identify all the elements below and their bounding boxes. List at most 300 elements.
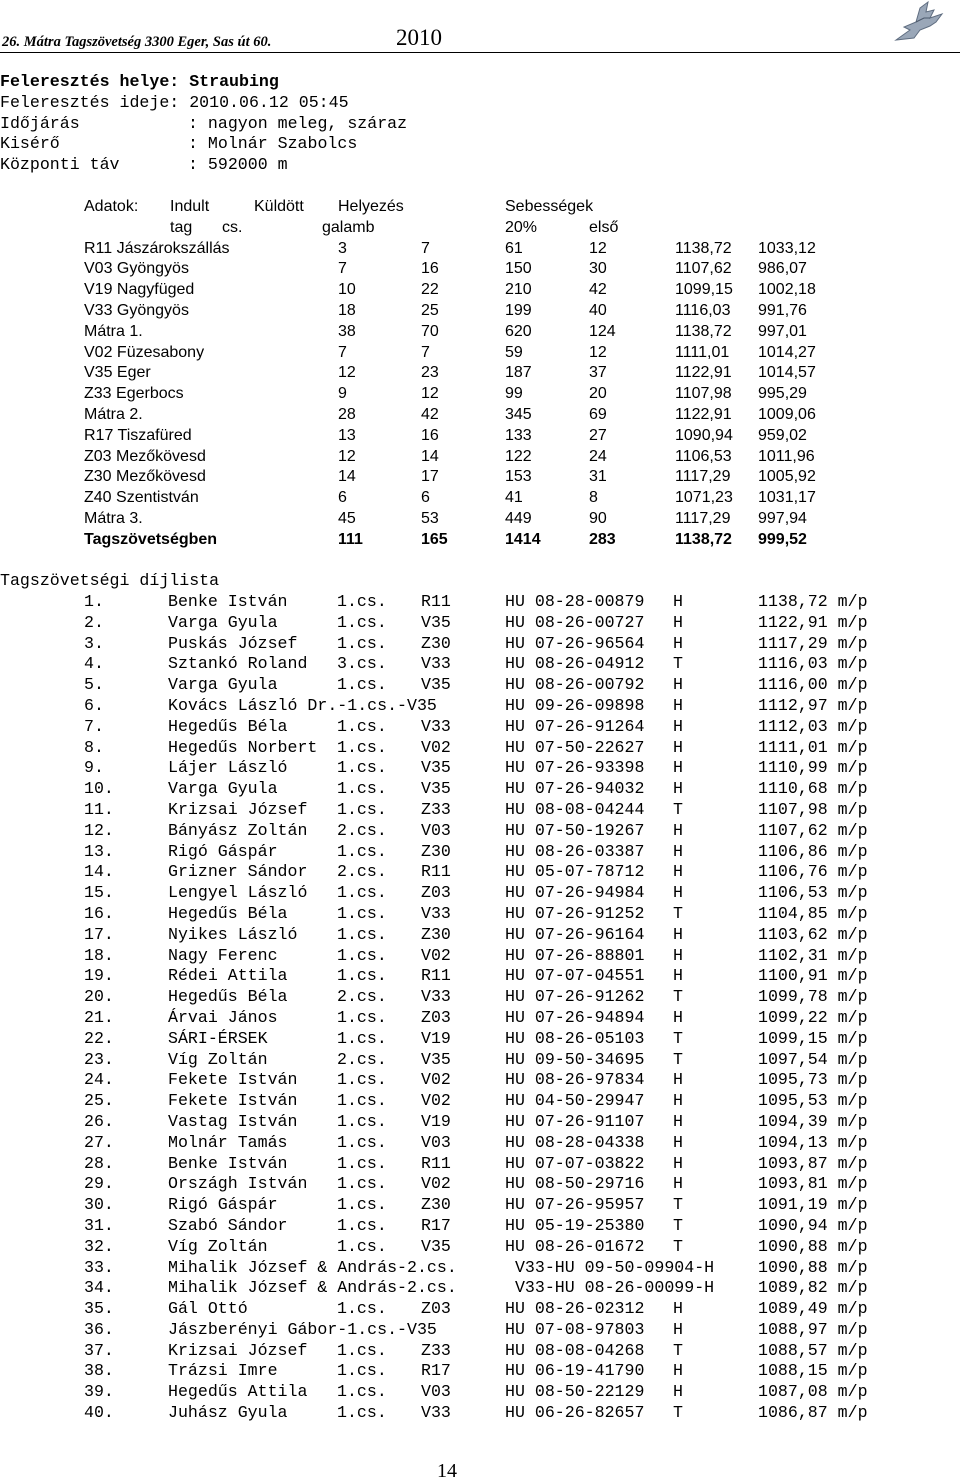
- table-cell: 28: [338, 405, 356, 423]
- list-cell: V02: [421, 1174, 451, 1194]
- table-cell: Mátra 3.: [84, 509, 143, 527]
- list-cell: V33: [421, 654, 451, 674]
- list-cell: T: [673, 1236, 683, 1256]
- list-cell: 1.cs.: [337, 799, 387, 819]
- list-cell: Vastag István: [168, 1111, 298, 1131]
- list-cell: H: [673, 695, 683, 715]
- list-cell: 1.cs.: [337, 1028, 387, 1048]
- list-cell: 1.cs.: [337, 1091, 387, 1111]
- organization-header: 26. Mátra Tagszövetség 3300 Eger, Sas út 60.: [2, 34, 272, 50]
- list-cell: R17: [421, 1361, 451, 1381]
- table-cell: 70: [421, 322, 439, 340]
- table-row: [0, 343, 960, 364]
- list-item: [0, 842, 960, 863]
- list-cell: 1116,00 m/p: [758, 675, 868, 695]
- list-cell: 10.: [84, 779, 114, 799]
- table-cell: 12: [589, 343, 607, 361]
- table-cell: 1117,29: [675, 509, 731, 527]
- table-row: [0, 301, 960, 322]
- list-cell: 1111,01 m/p: [758, 737, 868, 757]
- list-cell: Hegedűs Norbert: [168, 737, 318, 757]
- list-cell: 1.cs.: [337, 1132, 387, 1152]
- table-row: [0, 405, 960, 426]
- list-cell: Z33: [421, 1340, 451, 1360]
- list-cell: 1.cs.: [337, 1215, 387, 1235]
- table-cell: 1005,92: [758, 468, 816, 486]
- list-cell: H: [673, 612, 683, 632]
- distance-value: : 592000 m: [188, 155, 288, 175]
- table-cell: 18: [338, 301, 356, 319]
- list-cell: Krizsai József: [168, 799, 308, 819]
- list-cell: 1102,31 m/p: [758, 945, 868, 965]
- list-cell: 1099,15 m/p: [758, 1028, 868, 1048]
- list-cell: HU 07-26-94032: [505, 779, 645, 799]
- list-cell: Varga Gyula: [168, 779, 278, 799]
- list-cell: 2.cs.: [337, 987, 387, 1007]
- list-cell: HU 08-08-04268: [505, 1340, 645, 1360]
- table-cell: 10: [338, 281, 356, 299]
- table-cell: 59: [505, 343, 523, 361]
- list-cell: Benke István: [168, 592, 288, 611]
- table-cell: 53: [421, 509, 439, 527]
- list-cell: HU 08-26-00727: [505, 612, 645, 632]
- table-cell: V19 Nagyfüged: [84, 281, 195, 299]
- list-cell: V02: [421, 1070, 451, 1090]
- list-item: [0, 696, 960, 717]
- list-cell: 1.cs.: [337, 1382, 387, 1402]
- list-cell: H: [673, 1361, 683, 1381]
- list-cell: H: [673, 1007, 683, 1027]
- list-cell: 1099,22 m/p: [758, 1007, 868, 1027]
- table-cell: 1138,72: [675, 322, 732, 340]
- list-cell: 22.: [84, 1028, 114, 1048]
- list-cell: Hegedűs Attila: [168, 1382, 308, 1402]
- table-cell: 1031,17: [758, 489, 816, 507]
- list-cell: HU 07-26-91107: [505, 1111, 645, 1131]
- list-cell: V35: [421, 612, 451, 632]
- list-cell: 1095,73 m/p: [758, 1070, 868, 1090]
- list-cell: HU 07-26-88801: [505, 945, 645, 965]
- list-cell: 21.: [84, 1007, 114, 1027]
- list-cell: 1.: [84, 592, 104, 611]
- list-cell: 25.: [84, 1091, 114, 1111]
- list-item: [0, 1154, 960, 1175]
- list-cell: 1.cs.: [337, 841, 387, 861]
- list-cell: 1106,86 m/p: [758, 841, 868, 861]
- list-cell: 4.: [84, 654, 104, 674]
- list-cell: HU 08-26-04912: [505, 654, 645, 674]
- list-cell: V02: [421, 737, 451, 757]
- table-cell: 45: [338, 509, 356, 527]
- list-item: [0, 1403, 960, 1424]
- list-item: [0, 904, 960, 925]
- table-cell: Mátra 1.: [84, 322, 143, 340]
- list-item: [0, 592, 960, 613]
- prize-list: [0, 592, 960, 1424]
- list-item: [0, 779, 960, 800]
- list-cell: HU 08-08-04244: [505, 799, 645, 819]
- list-cell: HU 06-19-41790: [505, 1361, 645, 1381]
- list-cell: Z30: [421, 633, 451, 653]
- list-cell: T: [673, 987, 683, 1007]
- list-cell: Rigó Gáspár: [168, 841, 278, 861]
- list-item: [0, 821, 960, 842]
- list-cell: HU 07-07-04551: [505, 966, 645, 986]
- list-item: [0, 862, 960, 883]
- weather-value: : nagyon meleg, száraz: [188, 113, 408, 133]
- list-cell: Z03: [421, 1299, 451, 1319]
- list-cell: V19: [421, 1111, 451, 1131]
- list-cell: 1.cs.: [337, 883, 387, 903]
- list-cell: 1089,49 m/p: [758, 1299, 868, 1319]
- list-cell: 1112,97 m/p: [758, 695, 868, 715]
- list-cell: T: [673, 1403, 683, 1423]
- table-row: [0, 259, 960, 280]
- table-cell: 345: [505, 405, 532, 423]
- list-cell: V35: [421, 1049, 451, 1069]
- list-cell: 1.cs.: [337, 612, 387, 632]
- table-cell: V35 Eger: [84, 364, 151, 382]
- list-cell: V33: [421, 903, 451, 923]
- list-cell: Varga Gyula: [168, 612, 278, 632]
- table-cell: 1099,15: [675, 281, 733, 299]
- list-cell: V33: [421, 987, 451, 1007]
- list-cell: 2.cs.: [337, 862, 387, 882]
- table-cell: 1111,01: [675, 343, 730, 361]
- table-cell: Mátra 2.: [84, 405, 143, 423]
- list-cell: Z03: [421, 883, 451, 903]
- list-cell: 1.cs.: [337, 945, 387, 965]
- list-cell: H: [673, 924, 683, 944]
- list-cell: T: [673, 1340, 683, 1360]
- list-cell: V33: [421, 1403, 451, 1423]
- list-cell: 1.cs.: [337, 716, 387, 736]
- table-cell: 16: [421, 260, 439, 278]
- list-cell: HU 07-50-19267: [505, 820, 645, 840]
- table-cell: Z40 Szentistván: [84, 489, 199, 507]
- list-cell: HU 04-50-29947: [505, 1091, 645, 1111]
- list-cell: 1.cs.: [337, 924, 387, 944]
- list-cell: T: [673, 1195, 683, 1215]
- table-cell: V33 Gyöngyös: [84, 301, 189, 319]
- list-cell: H: [673, 1319, 683, 1339]
- list-item: [0, 925, 960, 946]
- table-cell: 1090,94: [675, 426, 733, 444]
- table-row: [0, 239, 960, 260]
- list-cell: H: [673, 1174, 683, 1194]
- table-row: [0, 467, 960, 488]
- list-cell: 1.cs.: [337, 1403, 387, 1423]
- table-cell: 13: [338, 426, 356, 444]
- table-cell: 1033,12: [758, 239, 816, 257]
- list-cell: HU 07-26-91264: [505, 716, 645, 736]
- list-cell: 1107,62 m/p: [758, 820, 868, 840]
- list-cell: Juhász Gyula: [168, 1403, 288, 1423]
- list-cell: 1110,68 m/p: [758, 779, 868, 799]
- table-cell: 997,94: [758, 509, 807, 527]
- list-cell: HU 07-07-03822: [505, 1153, 645, 1173]
- list-item: [0, 987, 960, 1008]
- list-cell: 33.: [84, 1257, 114, 1277]
- list-cell: R11: [421, 1153, 451, 1173]
- list-cell: 1104,85 m/p: [758, 903, 868, 923]
- list-cell: HU 07-26-95957: [505, 1195, 645, 1215]
- list-cell: HU 08-50-22129: [505, 1382, 645, 1402]
- list-cell: 1093,87 m/p: [758, 1153, 868, 1173]
- list-cell: 1.cs.: [337, 1070, 387, 1090]
- list-cell: 1.cs.: [337, 903, 387, 923]
- list-item: [0, 966, 960, 987]
- table-cell: 1014,57: [758, 364, 816, 382]
- list-cell: 2.cs.: [337, 820, 387, 840]
- list-cell: Fekete István: [168, 1070, 298, 1090]
- table-cell: V02 Füzesabony: [84, 343, 205, 361]
- table-cell: Z30 Mezőkövesd: [84, 468, 206, 486]
- list-cell: Hegedűs Béla: [168, 987, 288, 1007]
- list-cell: 1.cs.: [337, 758, 387, 778]
- list-cell: 3.cs.: [337, 654, 387, 674]
- list-item: [0, 946, 960, 967]
- list-cell: 32.: [84, 1236, 114, 1256]
- list-cell: Fekete István: [168, 1091, 298, 1111]
- list-cell: Lájer László: [168, 758, 288, 778]
- list-cell: 1093,81 m/p: [758, 1174, 868, 1194]
- list-cell: HU 09-50-34695: [505, 1049, 645, 1069]
- list-cell: V03: [421, 1132, 451, 1152]
- list-cell: 14.: [84, 862, 114, 882]
- table-cell: 16: [421, 426, 439, 444]
- list-cell: V03: [421, 1382, 451, 1402]
- list-cell: 1097,54 m/p: [758, 1049, 868, 1069]
- list-cell: 1.cs.: [337, 779, 387, 799]
- list-cell: HU 07-26-93398: [505, 758, 645, 778]
- list-cell: HU 07-26-91262: [505, 987, 645, 1007]
- list-cell: H: [673, 862, 683, 882]
- list-cell: H: [673, 1091, 683, 1111]
- list-cell: 1091,19 m/p: [758, 1195, 868, 1215]
- list-cell: HU 08-26-01672: [505, 1236, 645, 1256]
- table-cell: 449: [505, 509, 532, 527]
- list-cell: H: [673, 675, 683, 695]
- list-item: [0, 1029, 960, 1050]
- table-cell: 69: [589, 405, 607, 423]
- release-time: 2010.06.12 05:45: [189, 92, 349, 112]
- list-cell: T: [673, 1049, 683, 1069]
- list-cell: Z30: [421, 1195, 451, 1215]
- table-cell: 1116,03: [675, 301, 731, 319]
- list-cell: T: [673, 1028, 683, 1048]
- table-cell: 7: [338, 260, 347, 278]
- list-cell: Grizner Sándor: [168, 862, 308, 882]
- list-cell: H: [673, 1299, 683, 1319]
- list-cell: 1110,99 m/p: [758, 758, 868, 778]
- table-cell: 1071,23: [675, 489, 733, 507]
- list-cell: HU 08-26-00792: [505, 675, 645, 695]
- list-cell: 1.cs.: [337, 1340, 387, 1360]
- table-cell: 12: [421, 385, 439, 403]
- table-cell: 620: [505, 322, 532, 340]
- list-cell: H: [673, 820, 683, 840]
- list-cell: 39.: [84, 1382, 114, 1402]
- list-cell: Puskás József: [168, 633, 298, 653]
- list-cell: H: [673, 1153, 683, 1173]
- list-cell: 1.cs.: [337, 1153, 387, 1173]
- list-cell: T: [673, 799, 683, 819]
- table-total-row: Tagszövetségben 111 165 1414 283 1138,72 999,52: [84, 530, 807, 548]
- list-cell: V35: [421, 1236, 451, 1256]
- list-cell: 18.: [84, 945, 114, 965]
- list-item: [0, 1195, 960, 1216]
- list-cell: V19: [421, 1028, 451, 1048]
- table-cell: 38: [338, 322, 356, 340]
- list-cell: Bányász Zoltán: [168, 820, 308, 840]
- list-item: [0, 613, 960, 634]
- table-cell: 1011,96: [758, 447, 815, 465]
- table-row: [0, 447, 960, 468]
- table-cell: 12: [338, 447, 356, 465]
- list-cell: 1112,03 m/p: [758, 716, 868, 736]
- list-cell: Varga Gyula: [168, 675, 278, 695]
- table-cell: 122: [505, 447, 532, 465]
- escort-value: : Molnár Szabolcs: [188, 134, 358, 154]
- list-cell: Mihalik József & András-2.cs.: [168, 1278, 457, 1298]
- list-cell: 11.: [84, 799, 114, 819]
- list-cell: HU 07-26-94984: [505, 883, 645, 903]
- table-cell: 8: [589, 489, 598, 507]
- list-cell: Hegedűs Béla: [168, 903, 288, 923]
- list-cell: 1.cs.: [337, 675, 387, 695]
- list-cell: 1117,29 m/p: [758, 633, 868, 653]
- list-cell: H: [673, 1070, 683, 1090]
- table-cell: 14: [421, 447, 439, 465]
- table-cell: 42: [589, 281, 607, 299]
- list-cell: 15.: [84, 883, 114, 903]
- table-cell: 124: [589, 322, 616, 340]
- list-cell: V33-HU 09-50-09904-H: [505, 1257, 715, 1277]
- list-cell: T: [673, 1215, 683, 1235]
- table-cell: 17: [421, 468, 439, 486]
- list-cell: HU 05-07-78712: [505, 862, 645, 882]
- list-cell: 1.cs.: [337, 1195, 387, 1215]
- list-cell: 1122,91 m/p: [758, 612, 868, 632]
- list-item: [0, 883, 960, 904]
- list-cell: 1088,15 m/p: [758, 1361, 868, 1381]
- table-cell: 24: [589, 447, 607, 465]
- list-cell: HU 08-26-05103: [505, 1028, 645, 1048]
- table-row: [0, 363, 960, 384]
- list-item: [0, 1050, 960, 1071]
- list-cell: Z03: [421, 1007, 451, 1027]
- list-cell: Szabó Sándor: [168, 1215, 288, 1235]
- table-cell: 1107,62: [675, 260, 732, 278]
- table-cell: 40: [589, 301, 607, 319]
- list-cell: 26.: [84, 1111, 114, 1131]
- list-cell: 9.: [84, 758, 104, 778]
- list-item: [0, 1258, 960, 1279]
- release-location: Straubing: [189, 72, 279, 91]
- list-item: [0, 654, 960, 675]
- list-cell: HU 09-26-09898: [505, 695, 645, 715]
- table-cell: 22: [421, 281, 439, 299]
- list-cell: HU 06-26-82657: [505, 1403, 645, 1423]
- list-cell: V35: [421, 779, 451, 799]
- list-cell: Mihalik József & András-2.cs.: [168, 1257, 457, 1277]
- list-cell: V02: [421, 945, 451, 965]
- list-cell: 1088,97 m/p: [758, 1319, 868, 1339]
- table-cell: 959,02: [758, 426, 807, 444]
- list-cell: 1.cs.: [337, 592, 387, 611]
- table-cell: 997,01: [758, 322, 807, 340]
- table-cell: 31: [589, 468, 607, 486]
- list-cell: R11: [421, 966, 451, 986]
- table-cell: 199: [505, 301, 532, 319]
- list-cell: Hegedűs Béla: [168, 716, 288, 736]
- list-item: [0, 1361, 960, 1382]
- table-cell: 37: [589, 364, 607, 382]
- list-item: [0, 738, 960, 759]
- list-cell: 1.cs.: [337, 1007, 387, 1027]
- list-cell: 36.: [84, 1319, 114, 1339]
- prize-list-title: Tagszövetségi díjlista: [0, 571, 220, 590]
- list-cell: Z30: [421, 841, 451, 861]
- release-time-line: Feleresztés ideje: 2010.06.12 05:45: [0, 92, 349, 112]
- list-cell: Árvai János: [168, 1007, 278, 1027]
- list-cell: HU 08-26-02312: [505, 1299, 645, 1319]
- list-cell: HU 08-26-97834: [505, 1070, 645, 1090]
- list-cell: HU 07-26-96564: [505, 633, 645, 653]
- list-cell: V33-HU 08-26-00099-H: [505, 1278, 715, 1298]
- distance-line: Központi táv : 592000 m: [0, 155, 288, 175]
- list-cell: R11: [421, 862, 451, 882]
- list-item: [0, 800, 960, 821]
- list-cell: Víg Zoltán: [168, 1236, 268, 1256]
- list-cell: 3.: [84, 633, 104, 653]
- list-cell: 1094,13 m/p: [758, 1132, 868, 1152]
- list-cell: HU 08-26-03387: [505, 841, 645, 861]
- table-row: [0, 280, 960, 301]
- list-cell: 37.: [84, 1340, 114, 1360]
- table-cell: 210: [505, 281, 532, 299]
- table-cell: 7: [421, 239, 430, 257]
- list-cell: SÁRI-ÉRSEK: [168, 1028, 268, 1048]
- list-item: [0, 1382, 960, 1403]
- list-cell: Trázsi Imre: [168, 1361, 278, 1381]
- list-cell: 27.: [84, 1132, 114, 1152]
- table-cell: 6: [338, 489, 347, 507]
- list-cell: 1106,76 m/p: [758, 862, 868, 882]
- table-cell: 23: [421, 364, 439, 382]
- list-cell: 20.: [84, 987, 114, 1007]
- list-item: [0, 1299, 960, 1320]
- table-cell: 14: [338, 468, 356, 486]
- list-cell: 1103,62 m/p: [758, 924, 868, 944]
- list-cell: HU 08-28-04338: [505, 1132, 645, 1152]
- list-item: [0, 1237, 960, 1258]
- table-cell: 41: [505, 489, 523, 507]
- list-cell: HU 08-28-00879: [505, 592, 645, 611]
- list-cell: 16.: [84, 903, 114, 923]
- table-cell: 99: [505, 385, 523, 403]
- list-cell: 1094,39 m/p: [758, 1111, 868, 1131]
- list-cell: HU 08-50-29716: [505, 1174, 645, 1194]
- table-cell: 30: [589, 260, 607, 278]
- list-cell: HU 07-26-96164: [505, 924, 645, 944]
- list-cell: 1.cs.: [337, 966, 387, 986]
- list-cell: 28.: [84, 1153, 114, 1173]
- list-cell: 24.: [84, 1070, 114, 1090]
- list-cell: Rédei Attila: [168, 966, 288, 986]
- list-item: [0, 758, 960, 779]
